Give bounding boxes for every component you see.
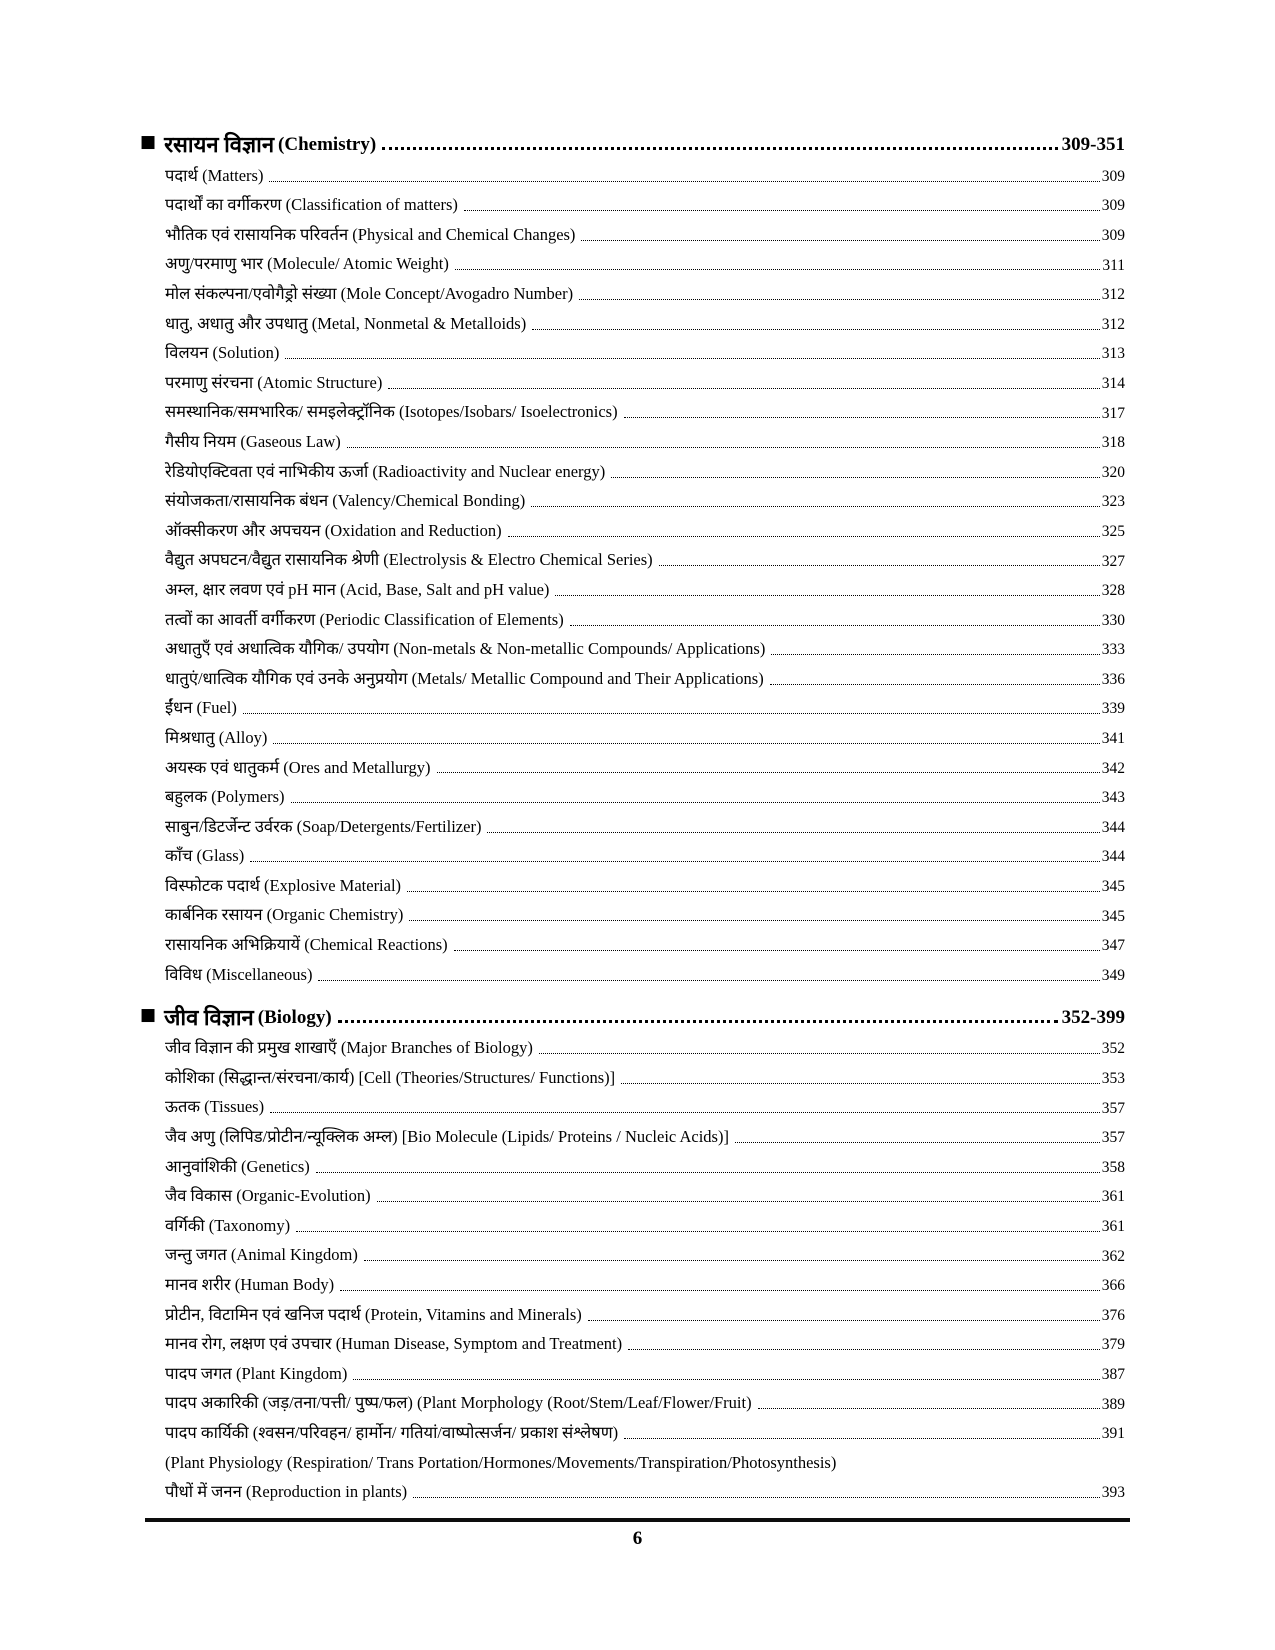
toc-entry bbox=[165, 1088, 1125, 1118]
toc-entry bbox=[165, 186, 1125, 216]
toc-entry bbox=[165, 570, 1125, 600]
toc-entry bbox=[165, 1236, 1125, 1266]
section-title-hindi: रसायन विज्ञान bbox=[164, 131, 275, 157]
toc-entry-page: 323 bbox=[1101, 493, 1125, 511]
toc-entry-dots bbox=[579, 299, 1100, 300]
toc-entry-dots bbox=[407, 891, 1100, 892]
toc-entry-page: 389 bbox=[1101, 1395, 1125, 1413]
toc-entry-label: पौधों में जनन (Reproduction in plants) bbox=[165, 1482, 408, 1502]
toc-entry-label: जैव अणु (लिपिड/प्रोटीन/न्यूक्लिक अम्ल) [Bio Molecule (Lipids/ Proteins / Nucleic Acids)] bbox=[165, 1127, 729, 1147]
section-page-range: 352-399 bbox=[1061, 1006, 1125, 1028]
toc-entry-page: 345 bbox=[1101, 878, 1125, 896]
toc-entry-label: परमाणु संरचना (Atomic Structure) bbox=[165, 372, 383, 392]
toc-entry-page: 376 bbox=[1101, 1306, 1125, 1324]
toc-entry bbox=[165, 1413, 1125, 1443]
toc-entry-label: ऊतक (Tissues) bbox=[165, 1097, 265, 1117]
toc-entry-label: विलयन (Solution) bbox=[165, 343, 280, 363]
toc-entry-page: 343 bbox=[1101, 789, 1125, 807]
toc-entry-label: जैव विकास (Organic-Evolution) bbox=[165, 1186, 371, 1206]
section-header bbox=[140, 985, 1125, 1029]
toc-entry-label: अधातुएँ एवं अधात्विक यौगिक/ उपयोग (Non-metals & Non-metallic Compounds/ Applications) bbox=[165, 639, 766, 659]
toc-entry-dots bbox=[273, 743, 1099, 744]
toc-entry-label: पादप कार्यिकी (श्वसन/परिवहन/ हार्मोन/ गतियां/वाष्पोत्सर्जन/ प्रकाश संश्लेषण) bbox=[165, 1422, 619, 1442]
toc-entry-label: मोल संकल्पना/एवोगैड्रो संख्या (Mole Concept/Avogadro Number) bbox=[165, 284, 574, 303]
toc-entry-page: 333 bbox=[1101, 641, 1125, 659]
toc-entry-page: 361 bbox=[1101, 1188, 1125, 1206]
toc-entry-label: भौतिक एवं रासायनिक परिवर्तन (Physical and Chemical Changes) bbox=[165, 224, 576, 244]
toc-entry bbox=[165, 1443, 1125, 1473]
toc-entry-label: पादप अकारिकी (जड़/तना/पत्ती/ पुष्प/फल) (Plant Morphology (Root/Stem/Leaf/Flower/Fruit) bbox=[165, 1393, 752, 1413]
toc-entry-dots bbox=[508, 536, 1100, 537]
toc-entry-dots bbox=[340, 1290, 1100, 1291]
toc-entry bbox=[165, 1265, 1125, 1295]
toc-entry-label: जन्तु जगत (Animal Kingdom) bbox=[165, 1245, 358, 1265]
toc-entry-label: अम्ल, क्षार लवण एवं pH मान (Acid, Base, Salt and pH value) bbox=[165, 579, 550, 599]
toc-entry-page: 344 bbox=[1101, 848, 1125, 866]
toc-entry-page: 366 bbox=[1101, 1277, 1125, 1295]
section-items bbox=[140, 1029, 1125, 1503]
toc-entry bbox=[165, 896, 1125, 926]
section-title-english: (Biology) bbox=[257, 1006, 332, 1028]
leader-dots bbox=[338, 1020, 1058, 1023]
toc-entry-label: विस्फोटक पदार्थ (Explosive Material) bbox=[165, 875, 402, 895]
toc-entry bbox=[165, 1325, 1125, 1355]
toc-entry bbox=[165, 955, 1125, 985]
toc-entry-page: 309 bbox=[1101, 167, 1125, 185]
toc-entry-label: समस्थानिक/समभारिक/ समइलेक्ट्रॉनिक (Isotopes/Isobars/ Isoelectronics) bbox=[165, 402, 618, 422]
toc-entry-label: रेडियोएक्टिवता एवं नाभिकीय ऊर्जा (Radioactivity and Nuclear energy) bbox=[165, 461, 606, 481]
toc-entry-page: 349 bbox=[1101, 966, 1125, 984]
toc-entry-label: काँच (Glass) bbox=[165, 846, 245, 866]
toc-entry-dots bbox=[659, 565, 1100, 566]
toc-entry bbox=[165, 422, 1125, 452]
toc-entry bbox=[165, 215, 1125, 245]
toc-entry-dots bbox=[539, 1053, 1100, 1054]
toc-entry bbox=[165, 925, 1125, 955]
toc-entry-dots bbox=[318, 980, 1099, 981]
toc-section bbox=[140, 985, 1125, 1503]
toc-entry-page: 336 bbox=[1101, 670, 1125, 688]
toc-entry bbox=[165, 452, 1125, 482]
toc-entry bbox=[165, 777, 1125, 807]
toc-entry-label: धातुएं/धात्विक यौगिक एवं उनके अनुप्रयोग (Metals/ Metallic Compound and Their Applications) bbox=[165, 668, 764, 688]
toc-entry-page: 379 bbox=[1101, 1336, 1125, 1354]
toc-entry bbox=[165, 1473, 1125, 1503]
toc-entry-label: ईंधन (Fuel) bbox=[165, 698, 237, 718]
toc-entry-dots bbox=[454, 950, 1100, 951]
toc-entry bbox=[165, 866, 1125, 896]
toc-entry-label: पदार्थ (Matters) bbox=[165, 165, 264, 185]
toc-entry-label: विविध (Miscellaneous) bbox=[165, 964, 313, 984]
toc-entry-page: 344 bbox=[1101, 818, 1125, 836]
toc-entry-dots bbox=[464, 210, 1100, 211]
toc-entry-label: वर्गिकी (Taxonomy) bbox=[165, 1215, 291, 1235]
toc-entry-dots bbox=[377, 1201, 1100, 1202]
toc-entry-page: 352 bbox=[1101, 1040, 1125, 1058]
toc-entry-dots bbox=[243, 713, 1100, 714]
toc-entry bbox=[165, 482, 1125, 512]
toc-entry-dots bbox=[316, 1172, 1100, 1173]
footer-page-number: 6 bbox=[632, 1528, 643, 1549]
toc-entry-dots bbox=[437, 772, 1100, 773]
toc-entry-label: ऑक्सीकरण और अपचयन (Oxidation and Reduction) bbox=[165, 520, 502, 540]
section-title-english: (Chemistry) bbox=[278, 134, 377, 156]
toc-entry-label: मिश्रधातु (Alloy) bbox=[165, 727, 268, 747]
toc-entry-label: आनुवांशिकी (Genetics) bbox=[165, 1156, 310, 1176]
toc-entry-label: साबुन/डिटर्जेन्ट उर्वरक (Soap/Detergents/Fertilizer) bbox=[165, 816, 482, 836]
toc-entry-page: 312 bbox=[1101, 286, 1125, 304]
toc-entry bbox=[165, 1354, 1125, 1384]
toc-entry-page: 391 bbox=[1101, 1425, 1125, 1443]
toc-entry bbox=[165, 1177, 1125, 1207]
toc-entry bbox=[165, 659, 1125, 689]
toc-entry-dots bbox=[588, 1320, 1100, 1321]
toc-entry-dots bbox=[581, 240, 1099, 241]
toc-entry-page: 311 bbox=[1102, 256, 1125, 274]
toc-entry-dots bbox=[413, 1497, 1100, 1498]
toc-entry-label: (Plant Physiology (Respiration/ Trans Portation/Hormones/Movements/Transpiration/Photosynthesis) bbox=[165, 1452, 837, 1472]
toc-entry-label: गैसीय नियम (Gaseous Law) bbox=[165, 431, 341, 451]
toc-entry-dots bbox=[409, 920, 1099, 921]
section-bullet-icon: ■ bbox=[140, 1004, 157, 1025]
toc-entry-dots bbox=[570, 625, 1100, 626]
toc-entry-label: अणु/परमाणु भार (Molecule/ Atomic Weight) bbox=[165, 254, 449, 274]
toc-entry-dots bbox=[531, 506, 1100, 507]
toc-section bbox=[140, 112, 1125, 985]
toc-entry-dots bbox=[291, 802, 1100, 803]
toc-entry-page: 387 bbox=[1101, 1365, 1125, 1383]
toc-entry-page: 320 bbox=[1101, 463, 1125, 481]
toc-entry-page: 353 bbox=[1101, 1070, 1125, 1087]
toc-entry-label: कार्बनिक रसायन (Organic Chemistry) bbox=[165, 905, 404, 925]
toc-entry-dots bbox=[487, 832, 1099, 833]
toc-entry-page: 339 bbox=[1101, 700, 1125, 718]
toc-entry-label: संयोजकता/रासायनिक बंधन (Valency/Chemical Bonding) bbox=[165, 491, 526, 511]
toc-entry bbox=[165, 511, 1125, 541]
toc-entry bbox=[165, 334, 1125, 364]
toc-entry-label: जीव विज्ञान की प्रमुख शाखाएँ (Major Branches of Biology) bbox=[165, 1038, 533, 1058]
toc-entry-dots bbox=[269, 181, 1099, 182]
toc-entry-page: 327 bbox=[1101, 552, 1125, 570]
toc-entry-dots bbox=[611, 477, 1100, 478]
toc-entry-page: 357 bbox=[1101, 1129, 1125, 1147]
toc-entry bbox=[165, 1147, 1125, 1177]
toc-entry-dots bbox=[364, 1260, 1100, 1261]
toc-entry-page: 314 bbox=[1101, 374, 1125, 392]
section-header bbox=[140, 112, 1125, 156]
toc-entry-page: 313 bbox=[1101, 345, 1125, 363]
toc-entry-dots bbox=[624, 1438, 1100, 1439]
toc-entry bbox=[165, 393, 1125, 423]
toc-entry bbox=[165, 630, 1125, 660]
toc-entry-page: 312 bbox=[1101, 315, 1125, 333]
section-page-range: 309-351 bbox=[1061, 134, 1125, 156]
toc-entry-dots bbox=[624, 417, 1100, 418]
toc-entry-dots bbox=[270, 1112, 1100, 1113]
toc-entry bbox=[165, 304, 1125, 334]
section-bullet-icon: ■ bbox=[140, 132, 157, 152]
toc-entry bbox=[165, 718, 1125, 748]
toc-entry bbox=[165, 274, 1125, 304]
toc-entry-dots bbox=[555, 595, 1099, 596]
toc-entry-page: 393 bbox=[1101, 1484, 1125, 1502]
toc-entry-label: रासायनिक अभिक्रियायें (Chemical Reactions) bbox=[165, 935, 448, 955]
toc-entry-label: पादप जगत (Plant Kingdom) bbox=[165, 1363, 348, 1383]
toc-entry bbox=[165, 245, 1125, 275]
toc-entry-label: धातु, अधातु और उपधातु (Metal, Nonmetal & Metalloids) bbox=[165, 313, 527, 333]
toc-entry-label: पदार्थों का वर्गीकरण (Classification of matters) bbox=[165, 195, 458, 215]
toc-entry-dots bbox=[296, 1231, 1100, 1232]
toc-entry-page: 345 bbox=[1101, 907, 1125, 925]
section-items bbox=[140, 156, 1125, 985]
toc-entry-page: 325 bbox=[1101, 522, 1125, 540]
toc-entry-page: 357 bbox=[1101, 1099, 1125, 1117]
toc-entry bbox=[165, 1295, 1125, 1325]
toc-entry-page: 361 bbox=[1101, 1217, 1125, 1235]
toc-entry-page: 330 bbox=[1101, 611, 1125, 629]
toc-entry bbox=[165, 1117, 1125, 1147]
section-title-hindi: जीव विज्ञान bbox=[164, 1004, 254, 1030]
toc-entry-page: 347 bbox=[1101, 937, 1125, 955]
toc-entry bbox=[165, 807, 1125, 837]
toc-entry-dots bbox=[735, 1142, 1100, 1143]
toc-entry-dots bbox=[532, 329, 1100, 330]
toc-entry-dots bbox=[628, 1349, 1100, 1350]
toc-entry-page: 317 bbox=[1101, 404, 1125, 422]
toc-entry-label: बहुलक (Polymers) bbox=[165, 787, 285, 807]
toc-entry-page: 309 bbox=[1101, 197, 1125, 215]
toc-entry-dots bbox=[347, 447, 1100, 448]
leader-dots bbox=[382, 147, 1057, 150]
toc-entry bbox=[165, 156, 1125, 186]
toc-entry bbox=[165, 748, 1125, 778]
toc-entry bbox=[165, 363, 1125, 393]
toc-entry-dots bbox=[250, 861, 1100, 862]
toc-entry-label: कोशिका (सिद्धान्त/संरचना/कार्य) [Cell (Theories/Structures/ Functions)] bbox=[165, 1067, 616, 1087]
toc-entry-dots bbox=[621, 1083, 1100, 1084]
footer-rule bbox=[145, 1518, 1130, 1522]
toc-entry-label: मानव शरीर (Human Body) bbox=[165, 1275, 335, 1294]
toc-entry bbox=[165, 600, 1125, 630]
toc-entry-label: तत्वों का आवर्ती वर्गीकरण (Periodic Classification of Elements) bbox=[165, 609, 564, 629]
toc-entry-label: प्रोटीन, विटामिन एवं खनिज पदार्थ (Protein, Vitamins and Minerals) bbox=[165, 1304, 582, 1324]
toc-entry-page: 328 bbox=[1101, 582, 1125, 600]
toc-entry bbox=[165, 1206, 1125, 1236]
toc-entry-label: अयस्क एवं धातुकर्म (Ores and Metallurgy) bbox=[165, 757, 431, 777]
toc-entry-dots bbox=[353, 1379, 1099, 1380]
toc-entry-page: 358 bbox=[1101, 1158, 1125, 1176]
toc-entry-dots bbox=[285, 358, 1099, 359]
toc-entry bbox=[165, 1384, 1125, 1414]
toc-entry bbox=[165, 689, 1125, 719]
toc-entry-label: वैद्युत अपघटन/वैद्युत रासायनिक श्रेणी (Electrolysis & Electro Chemical Series) bbox=[165, 550, 653, 570]
toc bbox=[140, 112, 1125, 1502]
toc-entry-label: मानव रोग, लक्षण एवं उपचार (Human Disease, Symptom and Treatment) bbox=[165, 1334, 623, 1354]
toc-entry-page: 362 bbox=[1101, 1247, 1125, 1265]
toc-entry-page: 309 bbox=[1101, 226, 1125, 244]
toc-entry-dots bbox=[771, 654, 1099, 655]
toc-entry-dots bbox=[770, 684, 1100, 685]
toc-entry-dots bbox=[388, 388, 1099, 389]
toc-entry-page: 342 bbox=[1101, 759, 1125, 777]
toc-entry bbox=[165, 837, 1125, 867]
toc-entry-dots bbox=[758, 1408, 1100, 1409]
toc-entry-page: 318 bbox=[1101, 434, 1125, 452]
toc-entry-page: 341 bbox=[1101, 730, 1125, 748]
toc-entry bbox=[165, 1058, 1125, 1088]
toc-entry bbox=[165, 1029, 1125, 1059]
toc-entry bbox=[165, 541, 1125, 571]
toc-entry-dots bbox=[455, 269, 1100, 270]
